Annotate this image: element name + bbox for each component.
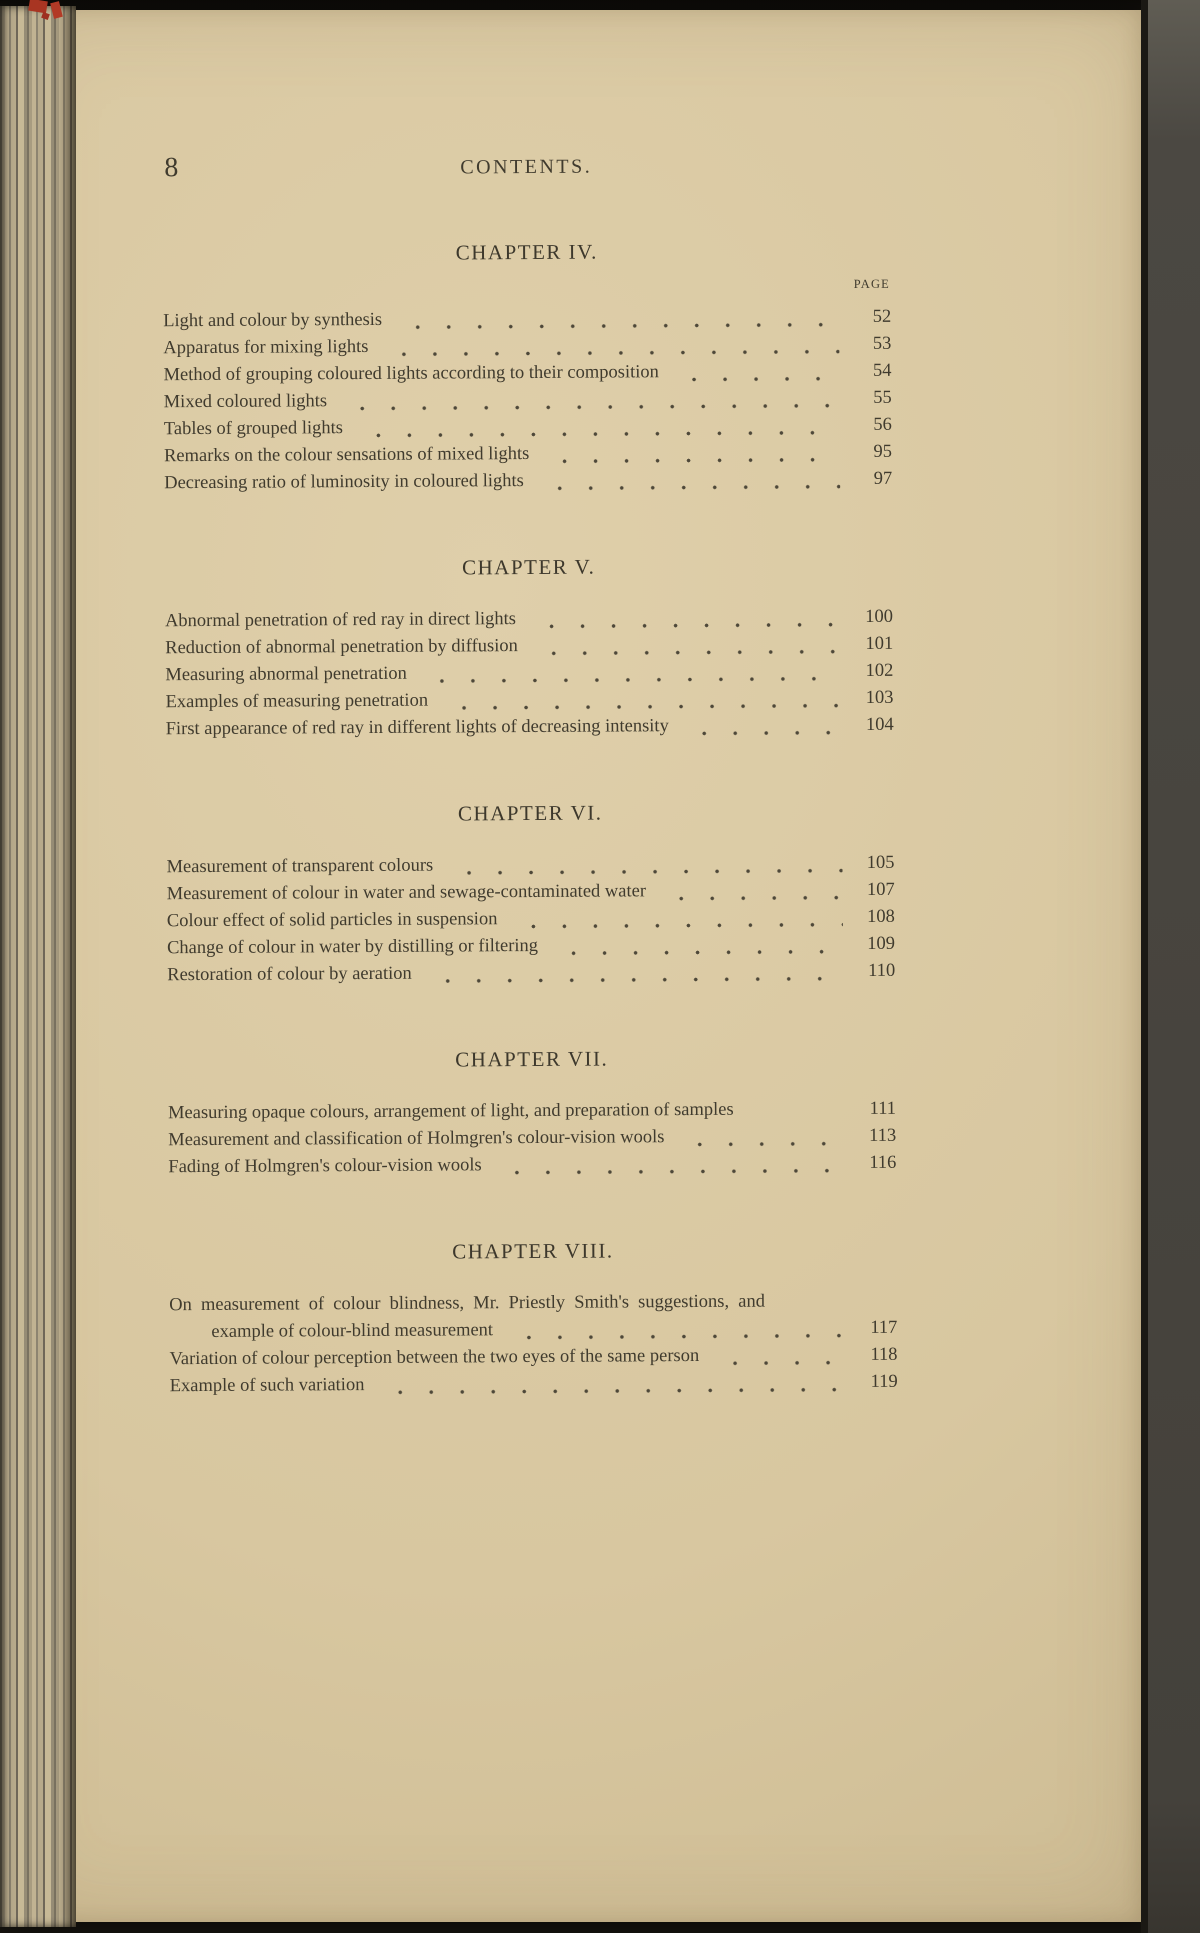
dot-leader [550,931,843,960]
toc-entry-page: 101 [865,633,894,654]
dot-leader [494,1150,845,1179]
dot-leader [681,712,842,740]
toc-entry-page: 113 [869,1125,897,1146]
toc-entry-text: example of colour-blind measurement [211,1320,494,1342]
chapter-section [163,238,893,497]
toc-entry-page: 102 [865,660,894,681]
toc-entry [167,958,895,989]
toc-entry-page: 119 [870,1371,898,1392]
dot-leader [746,1096,845,1124]
toc-entry-text: Abnormal penetration of red ray in direct lights [164,609,516,632]
toc-entry-text: Tables of grouped lights [163,418,343,440]
toc-entry-page: 95 [873,441,893,462]
toc-entry-page: 111 [869,1098,897,1119]
dot-leader [777,1288,891,1316]
toc-entry-text: Examples of measuring penetration [165,690,429,713]
chapter-heading: CHAPTER VIII. [452,1238,614,1264]
dot-leader [536,466,841,495]
page-header [162,154,890,194]
dot-leader [424,958,844,988]
toc-entry-page: 105 [866,852,895,873]
dot-leader [445,850,843,879]
toc-chapters [163,238,898,1400]
toc-entry-text: Example of such variation [169,1375,365,1397]
chapter-entries [163,304,892,497]
toc-entry-text: Measuring opaque colours, arrangement of light, and preparation of samples [167,1099,734,1124]
chapter-section [165,553,894,743]
chapter-entries [166,850,895,989]
toc-entry-text: Measuring abnormal penetration [165,663,407,686]
chapter-entries [168,1096,896,1181]
toc-entry-text: Measurement and classification of Holmgren's colour-vision wools [168,1127,665,1151]
toc-entry [166,712,894,743]
toc-entry [211,1315,897,1346]
toc-entry-text: Light and colour by synthesis [163,309,383,332]
toc-entry-page: 97 [873,468,893,489]
dot-leader [440,685,842,714]
toc-entry-page: 116 [869,1152,897,1173]
scan-right-edge [1141,0,1200,1933]
chapter-heading: CHAPTER IV. [455,239,598,265]
toc-entry-page: 54 [872,360,892,381]
dot-leader [658,877,843,905]
toc-entry-page: 107 [866,879,895,900]
dot-leader [419,658,842,688]
toc-entry-text: Measurement of colour in water and sewage-contaminated water [166,881,647,905]
chapter-section [166,799,895,989]
toc-entry [168,1150,896,1181]
toc-entry-page: 55 [873,387,892,408]
chapter-heading: CHAPTER VII. [455,1046,609,1072]
toc-entry-page: 104 [865,714,894,735]
toc-entry-text: Variation of colour perception between the two eyes of the same person [169,1345,700,1370]
toc-entry-page: 52 [872,306,892,327]
contents-header: CONTENTS. [460,155,593,179]
dot-leader [355,412,840,442]
dot-leader [380,331,839,361]
toc-entry [164,466,892,497]
book-page [12,10,1144,1922]
toc-entry-text: On measurement of colour blindness, Mr. Priestly Smith's suggestions, and [169,1291,765,1316]
page-column-label: PAGE [853,276,891,292]
toc-entry-text: First appearance of red ray in different lights of decreasing intensity [165,716,669,740]
toc-entry-text: Restoration of colour by aeration [167,963,412,986]
toc-entry-page: 56 [873,414,892,435]
dot-leader [376,1369,845,1399]
page-content [162,154,898,1400]
dot-leader [339,385,840,415]
toc-entry-text: Change of colour in water by distilling or filtering [166,935,539,959]
toc-entry-page: 108 [867,906,895,927]
toc-entry-text: Colour effect of solid particles in suspension [166,909,498,932]
toc-entry-text: Decreasing ratio of luminosity in coloured lights [164,471,524,494]
chapter-entries [169,1288,898,1400]
chapter-section [168,1045,897,1181]
chapter-heading: CHAPTER V. [462,554,596,580]
page-number: 8 [164,152,179,184]
chapter-heading: CHAPTER VI. [457,800,603,826]
toc-entry-text: Apparatus for mixing lights [163,336,369,359]
toc-entry-page: 117 [870,1317,898,1338]
toc-entry-page: 109 [867,933,896,954]
toc-entry [170,1369,898,1400]
dot-leader [394,304,839,334]
dot-leader [676,1123,844,1151]
dot-leader [505,1315,846,1344]
book-binding-edge [0,6,76,1927]
toc-entry-page: 53 [872,333,892,354]
toc-entry-page: 100 [865,606,894,627]
chapter-entries [165,604,894,743]
toc-entry-text: Remarks on the colour sensations of mixed lights [163,443,530,467]
toc-entry-text: Measurement of transparent colours [166,855,434,878]
dot-leader [541,439,840,468]
dot-leader [509,904,843,933]
toc-entry-text: Mixed coloured lights [163,391,328,413]
toc-entry-text: Fading of Holmgren's colour-vision wools [168,1155,482,1178]
toc-entry-page: 118 [870,1344,898,1365]
dot-leader [528,604,841,633]
toc-entry-page: 103 [865,687,894,708]
dot-leader [671,358,840,386]
chapter-section [169,1237,898,1400]
dot-leader [711,1342,846,1370]
toc-entry-text: Reduction of abnormal penetration by diffusion [165,636,518,659]
dot-leader [530,631,842,660]
toc-entry-text: Method of grouping coloured lights according to their composition [163,362,659,386]
toc-entry-page: 110 [868,960,896,981]
